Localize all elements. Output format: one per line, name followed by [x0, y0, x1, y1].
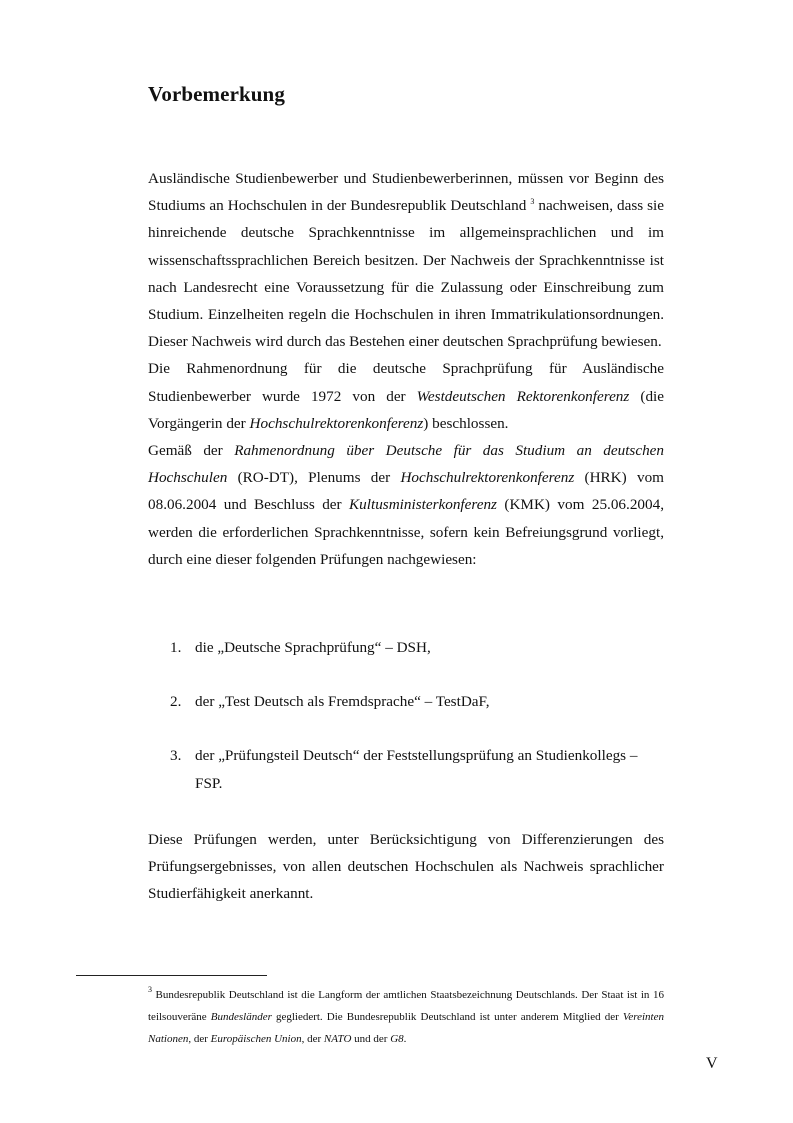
list-item: 1. die „Deutsche Sprachprüfung“ – DSH,: [170, 639, 431, 656]
exam-list: [148, 634, 664, 824]
page-number: V: [706, 1055, 718, 1072]
paragraph-conclusion: Diese Prüfungen werden, unter Berücksichtigung von Differenzierungen des Prüfungsergebnisses, von allen deutschen Hochschulen als Nachweis sprachlicher Studierfähigkeit anerkannt.: [148, 831, 664, 903]
footnote-mark: 3: [148, 985, 152, 994]
conclusion-section: [148, 826, 664, 908]
paragraph-requirements: Ausländische Studienbewerber und Studienbewerberinnen, müssen vor Beginn des Studiums an Hochschulen in der Bundesrepublik Deutschland $^3$ nachweisen, dass sie hinreichende deutsche Sprachkenntnisse im allgemeinsprachlichen und im wissenschaftssprachlichen Bereich besitzen. Der Nachweis der Sprachkenntnisse ist nach Landesrecht eine Voraussetzung für die Zulassung oder Einschreibung zum Studium. Einzelheiten regeln die Hochschulen in ihren Immatrikulationsordnungen. Dieser Nachweis wird durch das Bestehen einer deutschen Sprachprüfung bewiesen.: [148, 170, 665, 351]
footnote: $^3$ Bundesrepublik Deutschland ist die Langform der amtlichen Staatsbezeichnung Deutschlands. Der Staat ist in 16 teilsouveräne Bundesländer gegliedert. Die Bundesrepublik Deutschland ist unter anderem Mitglied der Vereinten Nationen, der Europäischen Union, der NATO und der G8.: [148, 985, 664, 1045]
intro-section: [148, 165, 664, 573]
footnote-reference[interactable]: 3: [530, 197, 535, 207]
list-item: 2. der „Test Deutsch als Fremdsprache“ – TestDaF,: [170, 693, 490, 711]
paragraph-history: Die Rahmenordnung für die deutsche Sprachprüfung für Ausländische Studienbewerber wurde 1972 von der Westdeutschen Rektorenkonferenz (die Vorgängerin der Hochschulrektorenkonferenz) beschlossen.: [148, 360, 664, 432]
page-title: Vorbemerkung: [148, 82, 285, 106]
footnote-divider: [76, 975, 267, 976]
list-item: 3. der „Prüfungsteil Deutsch“ der Feststellungsprüfung an Studienkollegs – FSP.: [170, 747, 638, 792]
paragraph-regulation: Gemäß der Rahmenordnung über Deutsche für das Studium an deutschen Hochschulen (RO-DT), Plenums der Hochschulrektorenkonferenz (HRK) vom 08.06.2004 und Beschluss der Kultusministerkonferenz (KMK) vom 25.06.2004, werden die erforderlichen Sprachkenntnisse, sofern kein Befreiungsgrund vorliegt, durch eine dieser folgenden Prüfungen nachgewiesen:: [148, 442, 664, 568]
